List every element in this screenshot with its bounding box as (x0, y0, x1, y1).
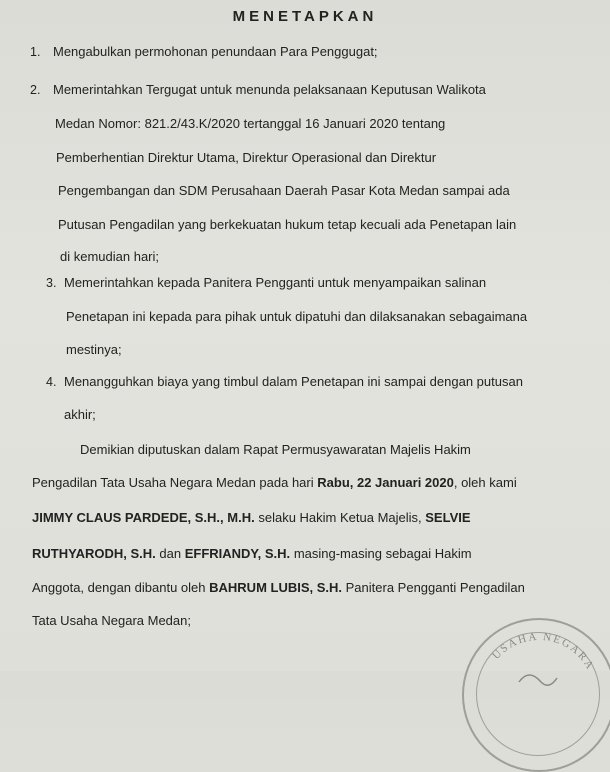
item-4-number: 4. (46, 375, 57, 389)
court-stamp-text: USAHA NEGARA (490, 630, 597, 673)
closing-line-4 (32, 546, 472, 561)
item-1-line-1: Mengabulkan permohonan penundaan Para Penggugat; (53, 44, 378, 59)
closing-line-5 (32, 580, 525, 595)
item-3-line-1: Memerintahkan kepada Panitera Pengganti untuk menyampaikan salinan (64, 275, 487, 290)
closing-line-6: Tata Usaha Negara Medan; (32, 613, 191, 628)
closing-line-4-text: masing-masing sebagai Hakim (293, 546, 472, 561)
closing-line-1: Demikian diputuskan dalam Rapat Permusyawaratan Majelis Hakim (80, 442, 471, 457)
item-4-line-2: akhir; (64, 407, 96, 422)
closing-line-5-text: Anggota, dengan dibantu oleh (32, 580, 206, 595)
svg-text:USAHA NEGARA (490, 631, 596, 673)
item-2-line-4: Pengembangan dan SDM Perusahaan Daerah Pasar Kota Medan sampai ada (58, 183, 510, 198)
court-stamp (462, 618, 610, 772)
item-2-line-3: Pemberhentian Direktur Utama, Direktur Operasional dan Direktur (56, 150, 437, 165)
closing-line-2-tail: , oleh kami (453, 475, 517, 490)
closing-line-5-tail: Panitera Pengganti Pengadilan (345, 580, 525, 595)
closing-line-4-and: dan (159, 546, 182, 561)
item-2-line-1: Memerintahkan Tergugat untuk menunda pelaksanaan Keputusan Walikota (53, 82, 486, 97)
item-2-line-6: di kemudian hari; (60, 249, 159, 264)
clerk-name: BAHRUM LUBIS, S.H. (209, 580, 343, 595)
hearing-date: Rabu, 22 Januari 2020 (317, 475, 454, 490)
heading: MENETAPKAN (232, 8, 378, 25)
closing-line-2-text: Pengadilan Tata Usaha Negara Medan pada hari (32, 475, 314, 490)
item-2-line-5: Putusan Pengadilan yang berkekuatan hukum tetap kecuali ada Penetapan lain (58, 217, 517, 232)
item-1-number: 1. (30, 45, 41, 59)
judge-member-1-first: SELVIE (425, 510, 471, 525)
closing-line-2 (32, 475, 517, 490)
judge-chair-name: JIMMY CLAUS PARDEDE, S.H., M.H. (32, 510, 255, 525)
judge-member-1-last: RUTHYARODH, S.H. (32, 546, 156, 561)
item-3-line-2: Penetapan ini kepada para pihak untuk dipatuhi dan dilaksanakan sebagaimana (66, 309, 528, 324)
court-stamp-text-svg (464, 620, 610, 770)
item-4-line-1: Menangguhkan biaya yang timbul dalam Penetapan ini sampai dengan putusan (64, 374, 523, 389)
item-2-line-2: Medan Nomor: 821.2/43.K/2020 tertanggal 16 Januari 2020 tentang (55, 116, 446, 131)
item-3-number: 3. (46, 276, 57, 290)
closing-line-3-text: selaku Hakim Ketua Majelis, (258, 510, 422, 525)
item-3-line-3: mestinya; (66, 342, 122, 357)
item-2-number: 2. (30, 83, 41, 97)
judge-member-2: EFFRIANDY, S.H. (184, 546, 291, 561)
closing-line-3 (32, 510, 471, 525)
